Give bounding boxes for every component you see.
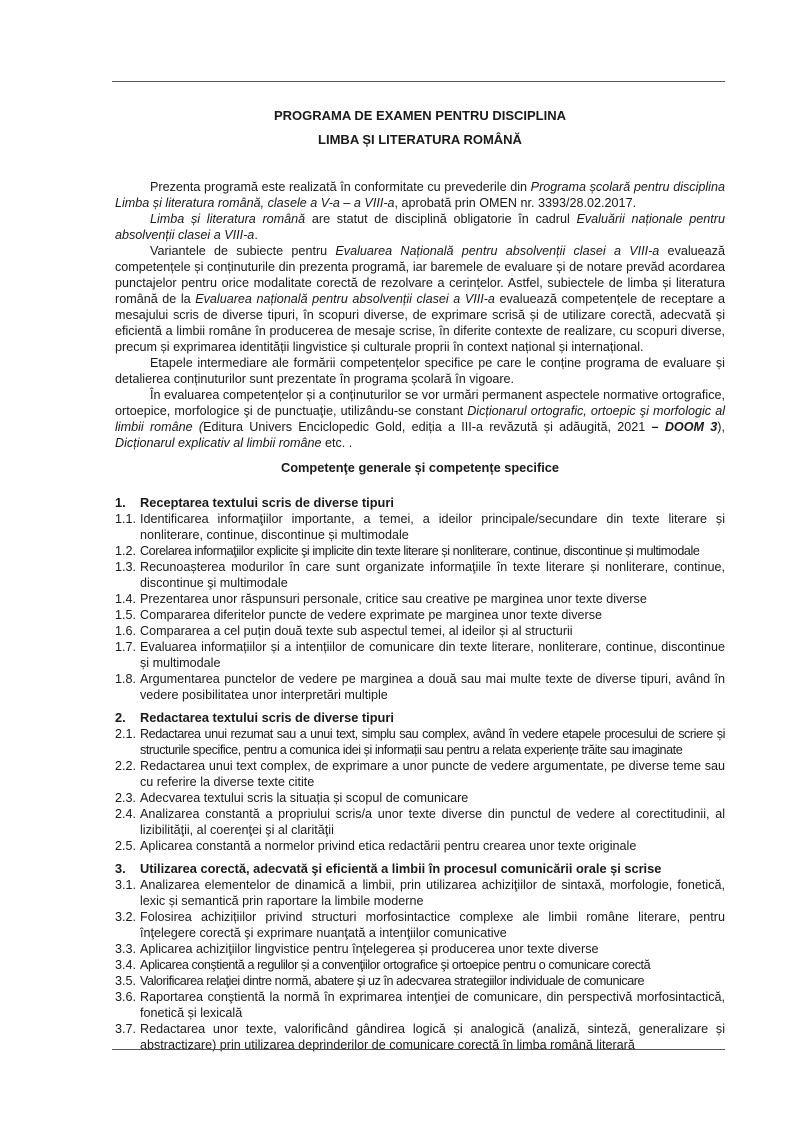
list-item [115,790,725,806]
group-heading [115,861,725,877]
item-text: Analizarea constantă a propriului scris/a unor texte diverse din punctul de vedere al corectitudinii, al lizibilităţii, al coerenţei şi al clarităţii [140,807,725,837]
text: Editura Univers Enciclopedic Gold, ediția a III-a revăzută și adăugită, 2021 [203,420,652,434]
list-item [115,941,725,957]
item-number: 2.5. [115,839,137,853]
item-number: 1.2. [115,544,137,558]
group-number: 2. [115,710,126,725]
item-number: 1.8. [115,672,137,686]
italic-text: Programa școlară pentru disciplina Limba și literatura română, clasele a V-a – a VIII-a [115,180,725,210]
italic-text: Limba și literatura română [150,212,306,226]
italic-text: Evaluarea Națională pentru absolvenții clasei a VIII-a [335,244,660,258]
list-item [115,671,725,703]
list-item [115,909,725,941]
group-number: 1. [115,495,126,510]
item-text: Folosirea achizițiilor privind structuri morfosintactice complexe ale limbii române literare, pentru înţelegere corectă şi exprimare nuanţată a intenţiilor comunicative [140,910,725,940]
text: evaluează competențele de receptare a mesajului scris de diverse tipuri, în scopuri diverse, de exprimare scrisă și de utilizare corectă, adecvată și eficientă a limbii române în producerea de mesaje scrise, în diferite contexte de realizare, cu scopuri diverse, precum și exprimarea identității lingvistice și culturale proprii în context național și internațional. [115,292,725,354]
intro-paragraph-4: Etapele intermediare ale formării competențelor specifice pe care le conține programa de evaluare și detalierea conținuturilor sunt prezentate în programa școlară în vigoare. [115,356,725,386]
item-text: Aplicarea constantă a normelor privind etica redactării pentru crearea unor texte originale [140,839,637,853]
document-title [115,104,725,152]
item-number: 1.7. [115,640,137,654]
title-line-2: LIMBA ȘI LITERATURA ROMÂNĂ [318,132,522,147]
text: ), [717,420,725,434]
intro-paragraph-5 [115,387,725,451]
item-text: Prezentarea unor răspunsuri personale, critice sau creative pe marginea unor texte diverse [140,592,647,606]
item-number: 3.7. [115,1022,137,1036]
item-text: Raportarea conştientă la normă în exprimarea intenţiei de comunicare, din perspectivă morfosintactică, fonetică și lexicală [140,990,725,1020]
item-number: 3.4. [115,958,137,972]
list-item [115,989,725,1021]
item-number: 3.2. [115,910,137,924]
item-text: Compararea a cel puțin două texte sub aspectul temei, al ideilor și al structurii [140,624,573,638]
section-title: Competenţe generale și competențe specifice [280,460,560,475]
list-item [115,973,725,989]
group-heading [115,495,725,511]
item-number: 3.3. [115,942,137,956]
italic-text: Evaluării naționale pentru absolvenții clasei a VIII-a [115,212,725,242]
competence-group [115,495,725,703]
competence-groups [115,495,725,1053]
item-number: 1.3. [115,560,137,574]
item-number: 1.1. [115,512,137,526]
item-number: 1.4. [115,592,137,606]
list-item [115,543,725,559]
item-text: Valorificarea relaţiei dintre normă, abatere şi uz în adecvarea strategiilor individuale de comunicare [140,974,645,988]
list-item [115,623,725,639]
text: are statut de disciplină obligatorie în cadrul [305,212,577,226]
item-text: Redactarea unui rezumat sau a unui text, simplu sau complex, având în vedere etapele procesului de scriere și structurile specifice, pentru a comunica idei și informații sau pentru a relata experiențe trăite sau imaginate [140,727,725,757]
item-number: 2.1. [115,727,137,741]
item-text: Redactarea unor texte, valorificând gândirea logică și analogică (analiză, sinteză, generalizare și abstractizare) prin utilizarea deprinderilor de comunicare corectă în limba română literară [140,1022,725,1052]
italic-text: Evaluarea națională pentru absolvenții clasei a VIII-a [195,292,495,306]
footer-rule [112,1049,725,1050]
item-text: Argumentarea punctelor de vedere pe marginea a două sau mai multe texte de diverse tipuri, având în vedere posibilitatea unor interpretări multiple [140,672,725,702]
group-title: Receptarea textului scris de diverse tipuri [140,495,394,510]
competence-group [115,861,725,1053]
italic-text: Dicționarul ortografic, ortoepic şi morfologic al limbii române ( [115,404,725,434]
list-item [115,559,725,591]
item-number: 3.6. [115,990,137,1004]
intro-paragraph-1 [115,179,725,211]
item-text: Analizarea elementelor de dinamică a limbii, prin utilizarea achiziţiilor de sintaxă, morfologie, fonetică, lexic și semantică prin raportare la limbile moderne [140,878,725,908]
intro-paragraph-3 [115,243,725,355]
item-text: Evaluarea informațiilor și a intențiilor de comunicare din texte literare, nonliterare, continue, discontinue și multimodale [140,640,725,670]
list-item [115,726,725,758]
item-number: 2.4. [115,807,137,821]
item-text: Corelarea informaţiilor explicite şi implicite din texte literare și nonliterare, continue, discontinue și multimodale [140,544,700,558]
item-number: 2.2. [115,759,137,773]
list-item [115,607,725,623]
list-item [115,838,725,854]
item-number: 2.3. [115,791,137,805]
text: Variantele de subiecte pentru [150,244,336,258]
title-line-1: PROGRAMA DE EXAMEN PENTRU DISCIPLINA [273,108,567,123]
item-text: Adecvarea textului scris la situația și scopul de comunicare [140,791,469,805]
item-text: Aplicarea conştientă a regulilor și a convenţiilor ortografice şi ortoepice pentru o comunicare corectă [140,958,651,972]
text: . [254,228,258,242]
group-number: 3. [115,861,126,876]
text: Prezenta programă este realizată în conformitate cu prevederile din [150,180,531,194]
competence-group [115,710,725,854]
list-item [115,639,725,671]
group-title: Redactarea textului scris de diverse tipuri [140,710,394,725]
list-item [115,957,725,973]
item-text: Redactarea unui text complex, de exprimare a unor puncte de vedere argumentate, pe diverse teme sau cu referire la diverse texte citite [140,759,725,789]
document-body [115,104,725,1060]
list-item [115,806,725,838]
item-text: Recunoașterea modurilor în care sunt organizate informaţiile în texte literare și nonliterare, continue, discontinue şi multimodale [140,560,725,590]
text: În evaluarea competențelor și a conținuturilor se vor urmări permanent aspectele normative ortografice, ortoepice, morfologice şi de punctuaţie, utilizându-se constant [115,388,725,418]
group-title: Utilizarea corectă, adecvată şi eficientă a limbii în procesul comunicării orale și scrise [140,861,662,876]
group-heading [115,710,725,726]
intro-paragraph-2 [115,211,725,243]
item-text: Compararea diferitelor puncte de vedere exprimate pe marginea unor texte diverse [140,608,603,622]
list-item [115,758,725,790]
list-item [115,877,725,909]
text: , aprobată prin OMEN nr. 3393/28.02.2017. [394,196,637,210]
text: etc. . [321,436,353,450]
item-number: 1.5. [115,608,137,622]
item-number: 1.6. [115,624,137,638]
italic-text: Dicționarul explicativ al limbii române [115,436,322,450]
list-item [115,511,725,543]
item-number: 3.1. [115,878,137,892]
text: evaluează competențele și conținuturile din prezenta programă, iar baremele de evaluare și de notare prevăd acordarea punctajelor pentru orice modalitate corectă de rezolvare a cerințelor. Astfel, subiectele de limba și literatura română de la [115,244,725,306]
header-rule [112,81,725,82]
item-text: Identificarea informaţiilor importante, a temei, a ideilor principale/secundare din texte literare și nonliterare, continue, discontinue și multimodale [140,512,725,542]
bold-italic-text: – DOOM 3 [651,420,718,434]
list-item [115,591,725,607]
item-text: Aplicarea achiziţiilor lingvistice pentru înţelegerea și producerea unor texte diverse [140,942,599,956]
item-number: 3.5. [115,974,137,988]
